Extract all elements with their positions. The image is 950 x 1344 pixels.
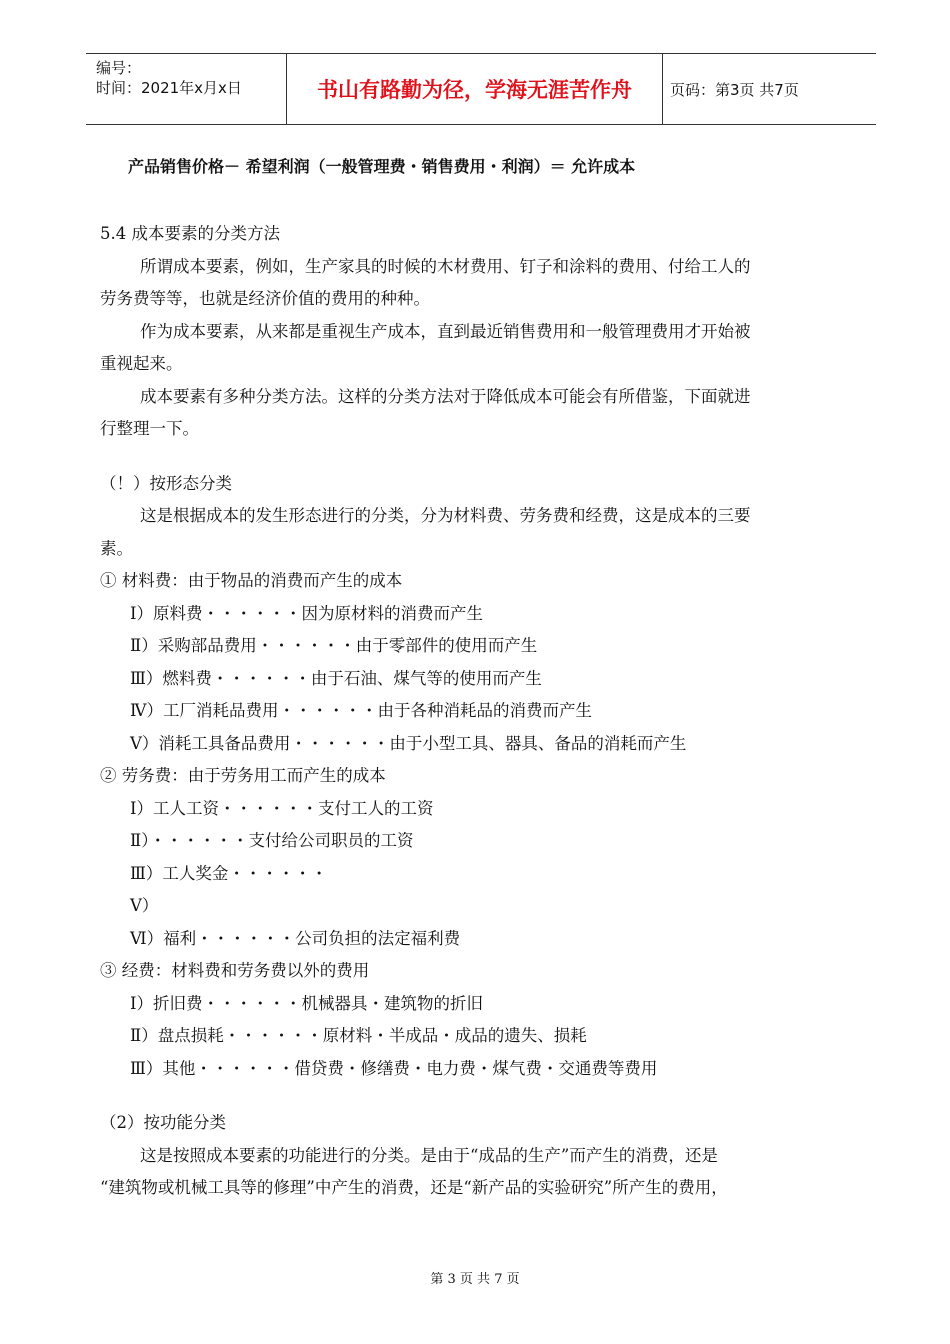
subsection-title: （2）按功能分类 <box>100 1113 226 1132</box>
list-item: Ⅰ）原料费・・・・・・因为原材料的消费而产生 <box>130 603 484 623</box>
list-item: Ⅴ） <box>130 896 159 915</box>
list-item: Ⅲ）燃料费・・・・・・由于石油、煤气等的使用而产生 <box>130 668 542 688</box>
list-item: Ⅱ）盘点损耗・・・・・・原材料・半成品・成品的遗失、损耗 <box>130 1026 587 1045</box>
list-heading-materials: ① 材料费：由于物品的消费而产生的成本 <box>100 571 403 590</box>
paragraph-line: 这是按照成本要素的功能进行的分类。是由于“成品的生产”而产生的消费，还是 <box>140 1145 718 1165</box>
list-item: Ⅵ）福利・・・・・・公司负担的法定福利费 <box>130 928 461 948</box>
list-item: Ⅴ）消耗工具备品费用・・・・・・由于小型工具、器具、备品的消耗而产生 <box>130 733 687 753</box>
list-heading-labor: ② 劳务费：由于劳务用工而产生的成本 <box>100 766 386 785</box>
spacer <box>100 1085 870 1107</box>
paragraph-line: 这是根据成本的发生形态进行的分类，分为材料费、劳务费和经费，这是成本的三要 <box>140 506 751 525</box>
paragraph-line: 行整理一下。 <box>100 419 199 438</box>
list-item: Ⅰ）折旧费・・・・・・机械器具・建筑物的折旧 <box>130 993 484 1013</box>
page-footer: 第 3 页 共 7 页 <box>430 1272 520 1287</box>
paragraph-line: 所谓成本要素，例如，生产家具的时候的木材费用、钉子和涂料的费用、付给工人的 <box>140 256 751 276</box>
spacer <box>100 446 870 468</box>
cost-formula: 产品销售价格－ 希望利润（一般管理费・销售费用・利润）＝ 允许成本 <box>128 157 636 176</box>
list-item: Ⅲ）其他・・・・・・借贷费・修缮费・电力费・煤气费・交通费等费用 <box>130 1058 658 1078</box>
document-body <box>100 218 870 1205</box>
document-number-label: 编号： <box>96 59 142 77</box>
paragraph-line: 作为成本要素，从来都是重视生产成本，直到最近销售费用和一般管理费用才开始被 <box>140 321 751 341</box>
header-motto: 书山有路勤为径，学海无涯苦作舟 <box>286 54 663 124</box>
paragraph-line: 重视起来。 <box>100 354 183 373</box>
list-item: Ⅳ）工厂消耗品费用・・・・・・由于各种消耗品的消费而产生 <box>130 701 592 720</box>
paragraph-line: 素。 <box>100 538 133 558</box>
paragraph-line: 劳务费等等，也就是经济价值的费用的种种。 <box>100 289 430 308</box>
list-item: Ⅰ）工人工资・・・・・・支付工人的工资 <box>130 798 434 818</box>
list-item: Ⅲ）工人奖金・・・・・・ <box>130 863 328 883</box>
subsection-title: （！）按形态分类 <box>100 473 232 493</box>
paragraph-line: “建筑物或机械工具等的修理”中产生的消费，还是“新产品的实验研究”所产生的费用， <box>100 1178 728 1197</box>
list-item: Ⅱ）・・・・・・支付给公司职员的工资 <box>130 831 414 850</box>
list-item: Ⅱ）采购部品费用・・・・・・由于零部件的使用而产生 <box>130 636 538 655</box>
paragraph-line: 成本要素有多种分类方法。这样的分类方法对于降低成本可能会有所借鉴，下面就进 <box>140 386 751 406</box>
document-time-label: 时间：2021年x月x日 <box>96 79 242 97</box>
page-header <box>86 53 876 125</box>
header-page-info: 页码：第3页 共7页 <box>670 80 799 99</box>
list-heading-expenses: ③ 经费：材料费和劳务费以外的费用 <box>100 961 370 980</box>
section-title: 5.4 成本要素的分类方法 <box>100 224 280 243</box>
header-left <box>96 58 286 98</box>
